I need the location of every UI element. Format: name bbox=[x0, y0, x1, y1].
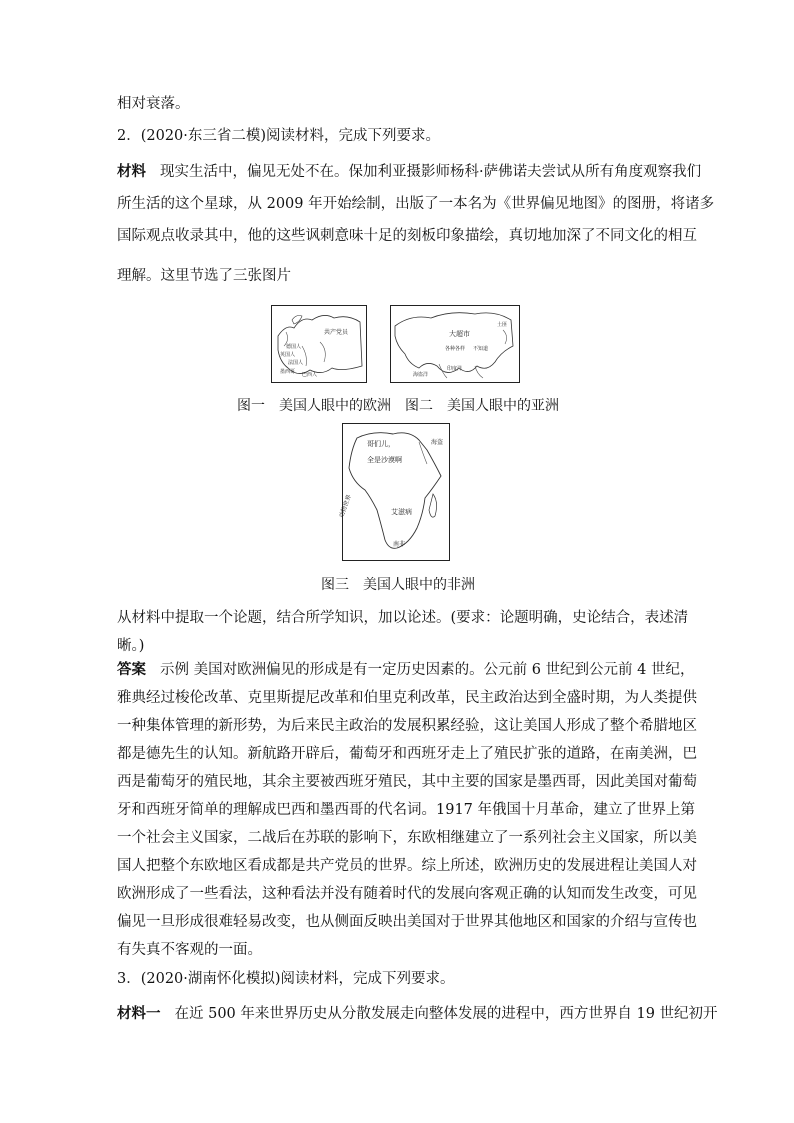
map-label: 大超市 bbox=[449, 330, 470, 338]
answer-label: 答案 bbox=[117, 662, 146, 678]
material-text: 在近 500 年来世界历史从分散发展走向整体发展的进程中，西方世界自 19 世纪初开 bbox=[174, 1006, 718, 1022]
map-label: 艾滋病 bbox=[391, 508, 412, 516]
text-line: 相对衰落。 bbox=[117, 96, 190, 112]
map-label: 印度洋 bbox=[447, 366, 463, 372]
figure-caption-bottom: 图三 美国人眼中的非洲 bbox=[321, 577, 475, 593]
answer-line: 有失真不客观的一面。 bbox=[117, 942, 262, 958]
material-line: 所生活的这个星球，从 2009 年开始绘制，出版了一本名为《世界偏见地图》的图册，将诸多 bbox=[117, 196, 715, 212]
material-line bbox=[117, 1004, 718, 1024]
map-label: 动物世界 bbox=[338, 493, 353, 519]
map-label: 各种各样 bbox=[445, 346, 466, 352]
map-label: 德国人 bbox=[286, 344, 302, 350]
map-label: 巴西人 bbox=[302, 372, 318, 378]
answer-line: 欧洲形成了一些看法，这种看法并没有随着时代的发展向客观正确的认知而发生改变，可见 bbox=[117, 886, 697, 902]
africa-map-figure bbox=[338, 423, 450, 561]
answer-line: 都是德先生的认知。新航路开辟后，葡萄牙和西班牙走上了殖民扩张的道路，在南美洲，巴 bbox=[117, 746, 697, 762]
map-label: 法国人 bbox=[288, 360, 304, 366]
answer-line bbox=[117, 660, 695, 680]
material-line bbox=[117, 162, 701, 182]
question-line: 晰。) bbox=[117, 638, 145, 654]
figure-caption-top: 图一 美国人眼中的欧洲 图二 美国人眼中的亚洲 bbox=[237, 398, 559, 414]
question-2-heading: 2．(2020·东三省二模)阅读材料，完成下列要求。 bbox=[117, 128, 441, 144]
material-text: 现实生活中，偏见无处不在。保加利亚摄影师杨科·萨佛诺夫尝试从所有角度观察我们 bbox=[160, 164, 702, 180]
answer-line: 西是葡萄牙的殖民地，其余主要被西班牙殖民，其中主要的国家是墨西哥，因此美国对葡萄 bbox=[117, 774, 697, 790]
europe-map-figure bbox=[271, 305, 367, 383]
answer-line: 一个社会主义国家，二战后在苏联的影响下，东欧相继建立了一系列社会主义国家，所以美 bbox=[117, 830, 697, 846]
asia-map-figure bbox=[390, 305, 520, 383]
material-line: 国际观点收录其中，他的这些讽刺意味十足的刻板印象描绘，真切地加深了不同文化的相互 bbox=[117, 228, 697, 244]
map-label: 共产党员 bbox=[324, 329, 349, 336]
map-label: 南非 bbox=[393, 541, 406, 548]
material-label: 材料 bbox=[117, 164, 146, 180]
answer-line: 一种集体管理的新形势，为后来民主政治的发展积累经验，这让美国人形成了整个希腊地区 bbox=[117, 718, 697, 734]
map-label: 全是沙漠啊 bbox=[367, 456, 402, 464]
answer-line: 国人把整个东欧地区看成都是共产党员的世界。综上所述，欧洲历史的发展进程让美国人对 bbox=[117, 858, 697, 874]
map-label: 英国人 bbox=[280, 352, 296, 358]
question-line: 从材料中提取一个论题，结合所学知识，加以论述。(要求：论题明确，史论结合，表述清 bbox=[117, 610, 689, 626]
map-label: 墨西哥 bbox=[280, 369, 296, 375]
material-line: 理解。这里节选了三张图片 bbox=[117, 268, 291, 284]
map-label: 哥们儿， bbox=[367, 440, 395, 448]
map-label: 海盗 bbox=[431, 439, 444, 446]
answer-line: 雅典经过梭伦改革、克里斯提尼改革和伯里克利改革，民主政治达到全盛时期，为人类提供 bbox=[117, 690, 697, 706]
map-label: 海盗洋 bbox=[413, 372, 429, 378]
answer-line: 偏见一旦形成很难轻易改变，也从侧面反映出美国对于世界其他地区和国家的介绍与宣传也 bbox=[117, 914, 697, 930]
answer-line: 牙和西班牙简单的理解成巴西和墨西哥的代名词。1917 年俄国十月革命，建立了世界上第 bbox=[117, 802, 696, 818]
map-label: 不知道 bbox=[473, 346, 489, 352]
question-3-heading: 3．(2020·湖南怀化模拟)阅读材料，完成下列要求。 bbox=[117, 971, 455, 987]
map-label: 土匪 bbox=[497, 322, 508, 328]
answer-text: 示例 美国对欧洲偏见的形成是有一定历史因素的。公元前 6 世纪到公元前 4 世纪， bbox=[160, 662, 695, 678]
material-label: 材料一 bbox=[117, 1006, 161, 1022]
